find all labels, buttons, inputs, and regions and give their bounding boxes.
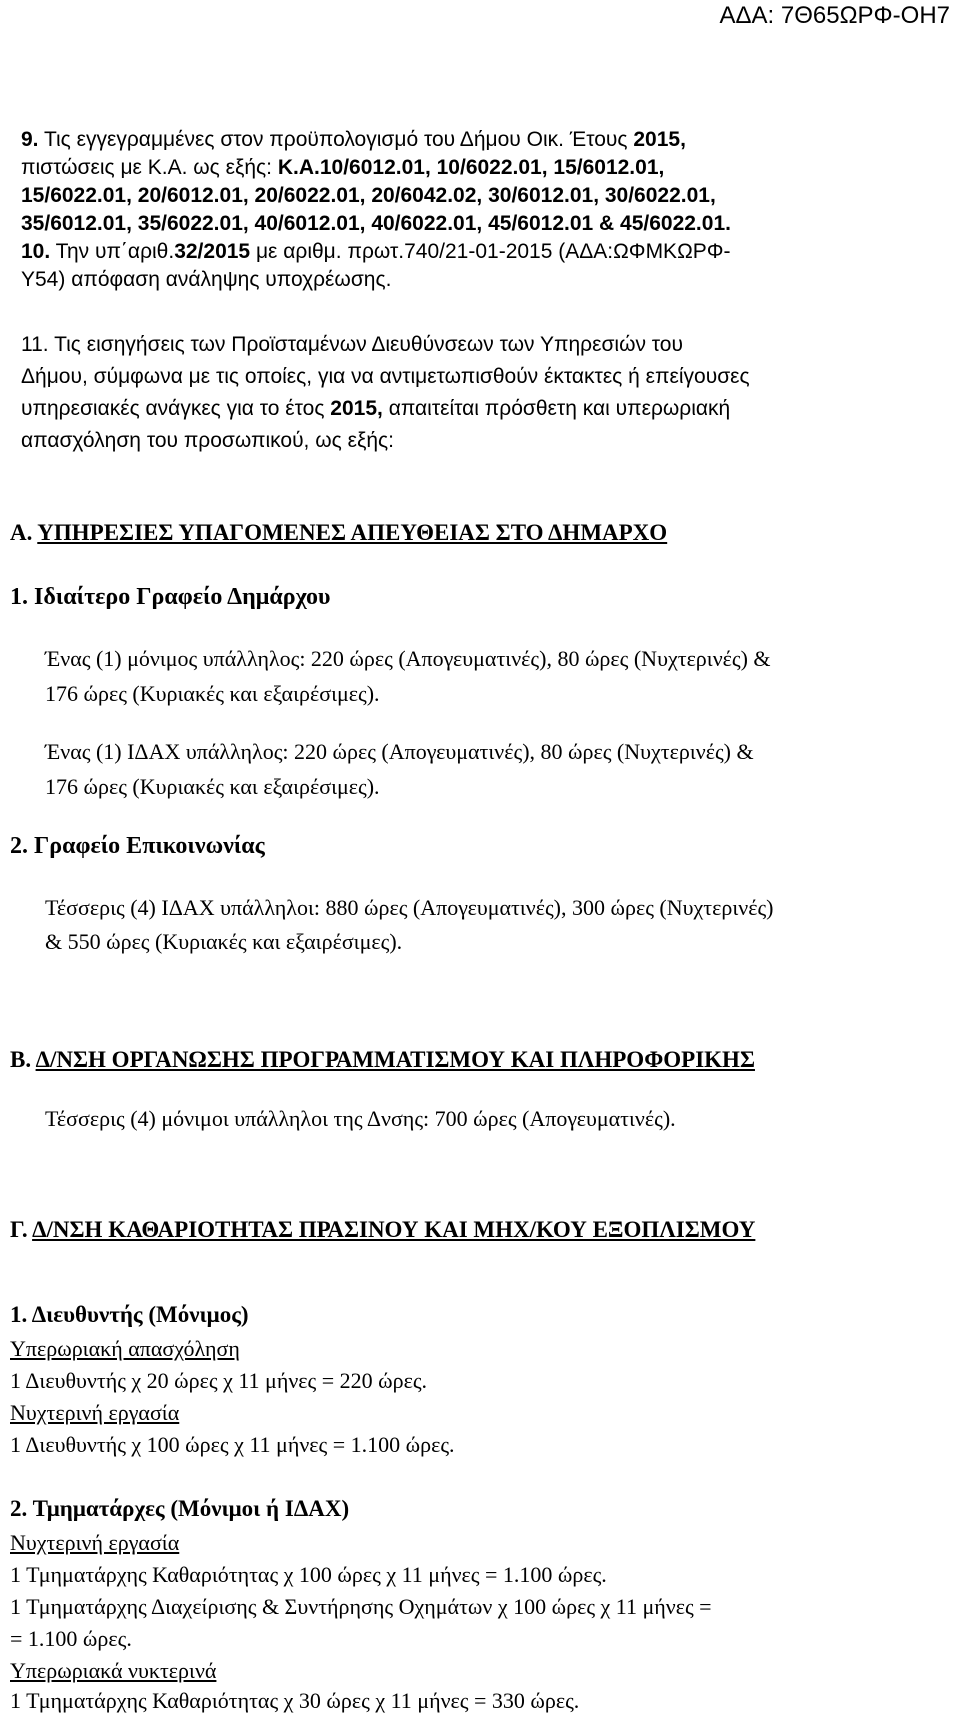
item9-line3: 15/6022.01, 20/6012.01, 20/6022.01, 20/6042.02, 30/6012.01, 30/6022.01, [21, 184, 716, 207]
section-a-sub2-line1: Τέσσερις (4) ΙΔΑΧ υπάλληλοι: 880 ώρες (Απογευματινές), 300 ώρες (Νυχτερινές) [45, 895, 774, 920]
section-a-sub2: 2. Γραφείο Επικοινωνίας [10, 833, 265, 859]
section-c-sub2-label2: Υπερωριακά νυκτερινά [10, 1658, 217, 1683]
item11-line3: υπηρεσιακές ανάγκες για το έτος 2015, απαιτείται πρόσθετη και υπερωριακή [21, 397, 731, 420]
section-c-sub1-line2: 1 Διευθυντής χ 100 ώρες χ 11 μήνες = 1.100 ώρες. [10, 1432, 455, 1457]
ada-header: ΑΔΑ: 7Θ65ΩΡΦ-ΟΗ7 [719, 2, 950, 29]
section-b-heading: Β. Δ/ΝΣΗ ΟΡΓΑΝΩΣΗΣ ΠΡΟΓΡΑΜΜΑΤΙΣΜΟΥ ΚΑΙ ΠΛΗΡΟΦΟΡΙΚΗΣ [10, 1047, 755, 1072]
item10-line2: Υ54) απόφαση ανάληψης υποχρέωσης. [21, 268, 392, 291]
item10-line1: 10. Την υπ΄αριθ.32/2015 με αριθμ. πρωτ.740/21-01-2015 (ΑΔΑ:ΩΦΜΚΩΡΦ- [21, 240, 731, 263]
section-a-sub1-p1-line1: Ένας (1) μόνιμος υπάλληλος: 220 ώρες (Απογευματινές), 80 ώρες (Νυχτερινές) & [45, 646, 771, 671]
section-a-heading: Α. ΥΠΗΡΕΣΙΕΣ ΥΠΑΓΟΜΕΝΕΣ ΑΠΕΥΘΕΙΑΣ ΣΤΟ ΔΗΜΑΡΧΟ [10, 520, 668, 545]
section-c-sub2-line4: 1 Τμηματάρχης Καθαριότητας χ 30 ώρες χ 11 μήνες = 330 ώρες. [10, 1688, 580, 1713]
item11-line4: απασχόληση του προσωπικού, ως εξής: [21, 429, 394, 452]
section-c-sub2-label1: Νυχτερινή εργασία [10, 1530, 180, 1555]
section-c-heading: Γ. Δ/ΝΣΗ ΚΑΘΑΡΙΟΤΗΤΑΣ ΠΡΑΣΙΝΟΥ ΚΑΙ ΜΗΧ/ΚΟΥ ΕΞΟΠΛΙΣΜΟΥ [10, 1217, 756, 1242]
section-c-sub1-line1: 1 Διευθυντής χ 20 ώρες χ 11 μήνες = 220 ώρες. [10, 1368, 428, 1393]
section-a-sub1-p2-line2: 176 ώρες (Κυριακές και εξαιρέσιμες). [45, 774, 380, 799]
item9-line1: 9. Τις εγγεγραμμένες στον προϋπολογισμό του Δήμου Οικ. Έτους 2015, [21, 128, 686, 151]
item11-line1: 11. Τις εισηγήσεις των Προϊσταμένων Διευθύνσεων των Υπηρεσιών του [21, 333, 683, 356]
section-a-sub1-p2-line1: Ένας (1) ΙΔΑΧ υπάλληλος: 220 ώρες (Απογευματινές), 80 ώρες (Νυχτερινές) & [45, 739, 754, 764]
section-c-sub1: 1. Διευθυντής (Μόνιμος) [10, 1302, 249, 1327]
section-c-sub2-line2: 1 Τμηματάρχης Διαχείρισης & Συντήρησης Οχημάτων χ 100 ώρες χ 11 μήνες = [10, 1594, 712, 1619]
section-c-sub2: 2. Τμηματάρχες (Μόνιμοι ή ΙΔΑΧ) [10, 1496, 350, 1521]
section-c-sub2-line3: = 1.100 ώρες. [10, 1626, 132, 1651]
item11-line2: Δήμου, σύμφωνα με τις οποίες, για να αντιμετωπισθούν έκτακτες ή επείγουσες [21, 365, 750, 388]
item9-line4: 35/6012.01, 35/6022.01, 40/6012.01, 40/6022.01, 45/6012.01 & 45/6022.01. [21, 212, 731, 235]
section-a-sub1-p1-line2: 176 ώρες (Κυριακές και εξαιρέσιμες). [45, 681, 380, 706]
section-a-sub2-line2: & 550 ώρες (Κυριακές και εξαιρέσιμες). [45, 929, 403, 954]
item9-line2: πιστώσεις με Κ.Α. ως εξής: Κ.Α.10/6012.01, 10/6022.01, 15/6012.01, [21, 156, 665, 179]
section-c-sub1-label1: Υπερωριακή απασχόληση [10, 1336, 240, 1361]
section-a-sub1: 1. Ιδιαίτερο Γραφείο Δημάρχου [10, 584, 331, 610]
section-c-sub2-line1: 1 Τμηματάρχης Καθαριότητας χ 100 ώρες χ 11 μήνες = 1.100 ώρες. [10, 1562, 607, 1587]
section-b-line1: Τέσσερις (4) μόνιμοι υπάλληλοι της Δνσης: 700 ώρες (Απογευματινές). [45, 1106, 676, 1131]
section-c-sub1-label2: Νυχτερινή εργασία [10, 1400, 180, 1425]
